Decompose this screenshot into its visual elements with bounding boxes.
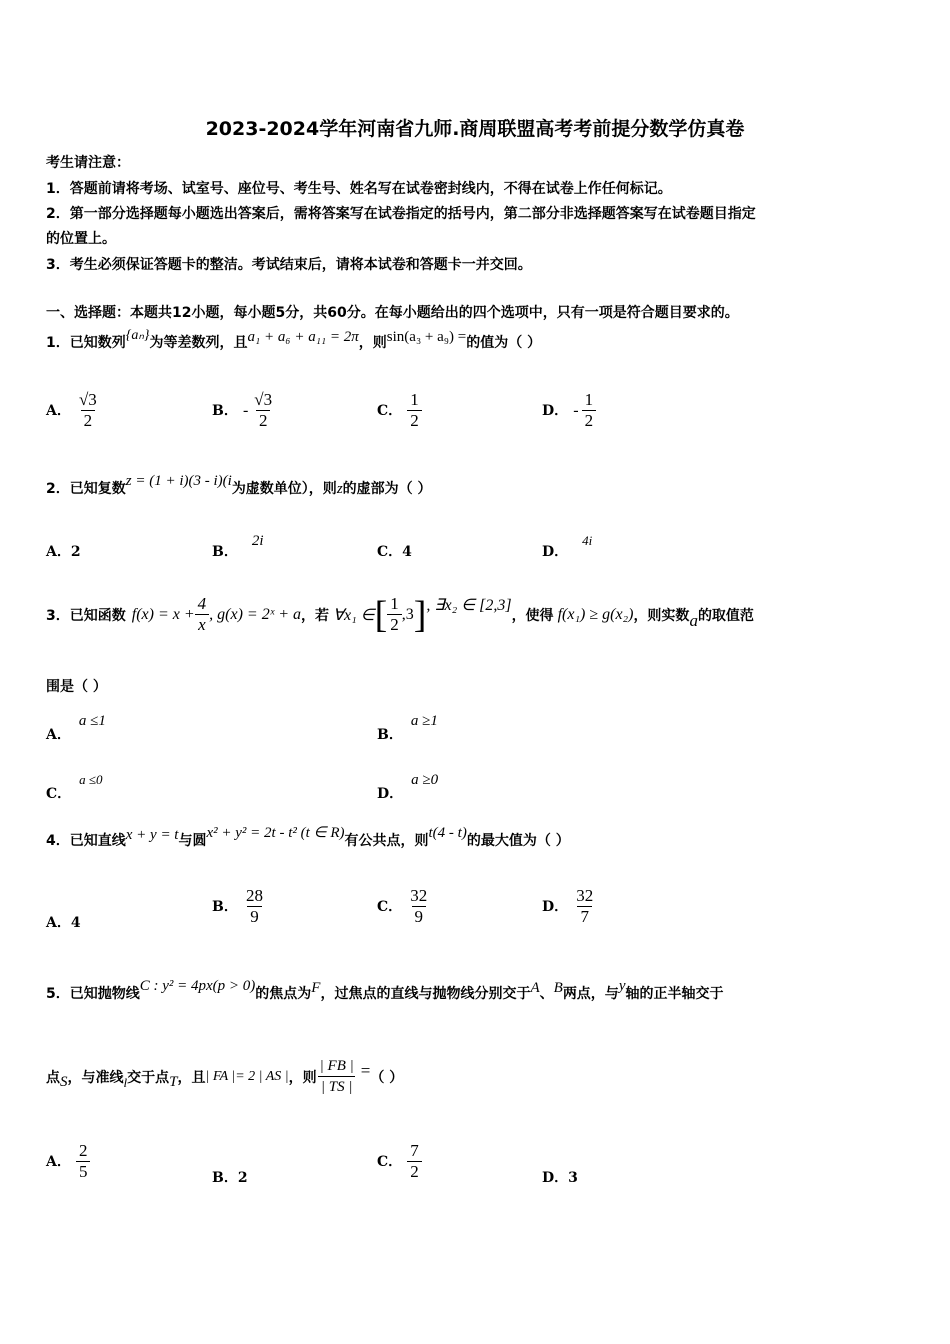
q5-var-a: A: [530, 980, 540, 996]
fraction-denominator: 2: [582, 410, 597, 431]
q5-var-s: S: [60, 1074, 68, 1090]
q4-option-d[interactable]: [542, 886, 596, 927]
option-fraction: [243, 886, 266, 927]
q2-math: z = (1 + i)(3 - i)(i: [125, 473, 232, 489]
q3-option-c[interactable]: [46, 769, 103, 802]
question-3: [46, 594, 754, 635]
q1-suffix: 的值为（ ）: [466, 335, 542, 351]
question-5-line2: [46, 1056, 403, 1097]
q4-option-b[interactable]: [212, 886, 266, 927]
q3-fraction-4-x: [195, 594, 210, 635]
option-value: 4: [70, 915, 81, 931]
fraction-denominator: x: [195, 614, 209, 635]
q5-mid4: 两点，与: [562, 986, 619, 1002]
q3-fraction-1-2: [387, 594, 402, 635]
question-1: [46, 328, 542, 352]
fraction-numerator: √3: [78, 390, 97, 409]
q1-option-a[interactable]: [46, 390, 100, 431]
q5-var-y: y: [618, 978, 626, 994]
option-label: C．: [377, 544, 403, 560]
option-label: D．: [542, 899, 569, 915]
option-value: a ≥0: [411, 772, 439, 788]
bracket-right: ]: [413, 593, 427, 636]
q5-l2-mid3: ，且: [177, 1069, 206, 1086]
fraction-numerator: 4: [197, 594, 207, 613]
option-value: 2i: [251, 533, 264, 549]
q3-var-a: a: [689, 610, 698, 630]
option-fraction: [76, 390, 100, 431]
q1-mid1: 为等差数列，且: [149, 335, 248, 351]
option-fraction: [582, 390, 597, 431]
q5-l2-suffix: （ ）: [370, 1069, 404, 1086]
q5-suffix: 轴的正半轴交于: [625, 986, 724, 1002]
fraction-numerator: 1: [584, 390, 594, 409]
q5-math-parabola: C : y² = 4px(p > 0): [139, 978, 256, 994]
q4-math-circle: x² + y² = 2t - t² (t ∈ R): [206, 825, 345, 841]
option-fraction: [407, 390, 422, 431]
q3-math-forall: ∀x₁ ∈: [333, 606, 375, 624]
q5-var-l: l: [123, 1074, 128, 1090]
option-value: 3: [568, 1170, 578, 1186]
q2-suffix2: 的虚部为（ ）: [342, 481, 432, 497]
q1-mid2: ，则: [358, 335, 387, 351]
q5-l2-mid2: 交于点: [127, 1069, 170, 1086]
option-label: D．: [542, 1170, 569, 1186]
option-label: A．: [46, 544, 71, 560]
q4-math-line: x + y = t: [125, 827, 179, 843]
fraction-numerator: 2: [78, 1141, 88, 1160]
q5-l2-prefix: 点: [46, 1069, 60, 1086]
q4-mid2: 有公共点，则: [344, 833, 429, 849]
q3-suffix: 的取值范: [697, 607, 754, 624]
fraction-denominator: 2: [407, 1161, 422, 1182]
q2-option-b[interactable]: [212, 530, 264, 560]
question-4: [46, 825, 570, 850]
option-fraction: [251, 390, 275, 431]
option-label: A．: [46, 915, 71, 931]
fraction-numerator: 32: [576, 886, 594, 905]
q2-option-a[interactable]: [46, 541, 81, 561]
q4-math-expr: t(4 - t): [428, 825, 467, 841]
section-heading: 一、选择题：本题共12小题，每小题5分，共60分。在每小题给出的四个选项中，只有一项是符合题目要求的。: [46, 305, 739, 321]
question-2: [46, 473, 432, 498]
q5-mid3: 、: [539, 986, 554, 1002]
fraction-numerator: 1: [390, 594, 399, 613]
option-label: D．: [377, 786, 404, 802]
fraction-numerator: 7: [410, 1141, 419, 1160]
q1-math-sin: sin(a₃ + a₉) =: [386, 329, 467, 345]
q3-option-a[interactable]: [46, 710, 106, 743]
fraction-denominator: 7: [577, 906, 592, 927]
option-label: A．: [46, 403, 71, 419]
q3-mid3: ，则实数: [633, 607, 690, 624]
option-label: B．: [212, 899, 238, 915]
bracket-left: [: [374, 593, 388, 636]
fraction-denominator: | TS |: [318, 1076, 356, 1097]
q5-math-ratio: | FA |= 2 | AS |: [205, 1068, 289, 1084]
q2-option-d[interactable]: [542, 530, 593, 560]
q1-option-c[interactable]: [377, 390, 422, 431]
option-label: B．: [212, 544, 238, 560]
fraction-numerator: 1: [410, 390, 419, 409]
option-label: C．: [377, 403, 403, 419]
option-value: 4: [402, 544, 412, 560]
option-label: C．: [46, 786, 72, 802]
notice-item-1: 1．答题前请将考场、试室号、座位号、考生号、姓名写在试卷密封线内，不得在试卷上作任何标记。: [46, 181, 672, 197]
fraction-denominator: 2: [407, 410, 422, 431]
q5-prefix: 5．已知抛物线: [46, 986, 140, 1002]
q4-prefix: 4．已知直线: [46, 833, 126, 849]
q5-l2-mid4: ，则: [288, 1069, 317, 1086]
q5-var-f: F: [311, 980, 321, 996]
fraction-denominator: 2: [256, 410, 271, 431]
q5-option-c[interactable]: [377, 1141, 422, 1182]
option-label: C．: [377, 1154, 403, 1170]
option-label: D．: [542, 544, 569, 560]
notice-item-2-cont: 的位置上。: [46, 231, 116, 247]
fraction-denominator: 5: [76, 1161, 91, 1182]
q2-var-z: z: [336, 481, 343, 497]
q3-mid1: ，若: [301, 607, 330, 624]
q5-equals: =: [360, 1060, 371, 1080]
q2-prefix: 2．已知复数: [46, 481, 126, 497]
page-title: 2023-2024学年河南省九师.商周联盟高考考前提分数学仿真卷: [205, 118, 745, 140]
option-value: a ≤0: [79, 772, 103, 787]
fraction-numerator: √3: [254, 390, 273, 409]
q3-prefix: 3．已知函数: [46, 607, 126, 624]
option-label: D．: [542, 403, 569, 419]
q3-math-ineq: f(x₁) ≥ g(x₂): [557, 605, 634, 623]
fraction-numerator: | FB |: [319, 1058, 354, 1074]
q5-var-b: B: [553, 980, 563, 996]
option-value: 4i: [582, 533, 593, 548]
notice-header: 考生请注意：: [46, 155, 130, 171]
fraction-numerator: 28: [245, 886, 263, 905]
q5-option-b[interactable]: [212, 1167, 248, 1187]
option-value: 2: [237, 1170, 248, 1186]
q5-fraction-fb-ts: [317, 1056, 357, 1097]
fraction-denominator: 2: [81, 410, 96, 431]
q5-mid1: 的焦点为: [255, 986, 312, 1002]
option-label: A．: [46, 727, 71, 743]
q5-var-t: T: [169, 1074, 178, 1090]
notice-item-3: 3．考生必须保证答题卡的整洁。考试结束后，请将本试卷和答题卡一并交回。: [46, 257, 532, 273]
q4-suffix: 的最大值为（ ）: [466, 833, 570, 849]
q1-math-sum: a₁ + a₆ + a₁₁ = 2π: [247, 329, 359, 345]
q3-option-b[interactable]: [377, 710, 438, 743]
q4-mid1: 与圆: [178, 833, 207, 849]
fraction-numerator: 32: [410, 886, 428, 905]
option-fraction: [407, 1141, 422, 1182]
q3-math-g: , g(x) = 2ˣ + a: [209, 605, 302, 623]
q1-option-d[interactable]: [542, 390, 596, 431]
option-sign: -: [242, 402, 249, 419]
q3-math-exists: , ∃x₂ ∈ [2,3]: [426, 596, 512, 614]
q5-option-d[interactable]: [542, 1167, 578, 1187]
notice-item-2: 2．第一部分选择题每小题选出答案后，需将答案写在试卷指定的括号内，第二部分非选择题答案写在试卷题目指定: [46, 206, 756, 222]
q3-math-3: ,3: [401, 605, 414, 623]
option-label: B．: [212, 403, 238, 419]
option-sign: -: [573, 402, 579, 419]
fraction-denominator: 2: [387, 614, 402, 635]
option-label: B．: [212, 1170, 238, 1186]
q2-suffix: 为虚数单位），则: [231, 481, 337, 497]
q5-option-a[interactable]: [46, 1141, 90, 1182]
q4-option-a[interactable]: [46, 912, 81, 932]
option-fraction: [407, 886, 430, 927]
q1-math-sequence: {aₙ}: [125, 328, 150, 343]
q3-line2: 围是（ ）: [46, 679, 107, 695]
option-value: 2: [70, 544, 81, 560]
option-fraction: [573, 886, 596, 927]
q5-l2-mid1: ，与准线: [67, 1069, 124, 1086]
q1-prefix: 1．已知数列: [46, 335, 126, 351]
q2-option-c[interactable]: [377, 541, 412, 561]
q4-option-c[interactable]: [377, 886, 430, 927]
q3-option-d[interactable]: [377, 769, 439, 802]
option-label: B．: [377, 727, 403, 743]
option-value: a ≥1: [410, 713, 438, 729]
q5-mid2: ，过焦点的直线与抛物线分别交于: [320, 986, 531, 1002]
fraction-denominator: 9: [247, 906, 262, 927]
option-fraction: [76, 1141, 91, 1182]
q3-mid2: ，使得: [511, 607, 554, 624]
option-label: C．: [377, 899, 403, 915]
q3-math-f: f(x) = x +: [131, 605, 195, 623]
option-value: a ≤1: [78, 713, 106, 729]
question-5: [46, 978, 724, 1003]
option-label: A．: [46, 1154, 71, 1170]
fraction-denominator: 9: [412, 906, 427, 927]
q1-option-b[interactable]: [212, 390, 275, 431]
